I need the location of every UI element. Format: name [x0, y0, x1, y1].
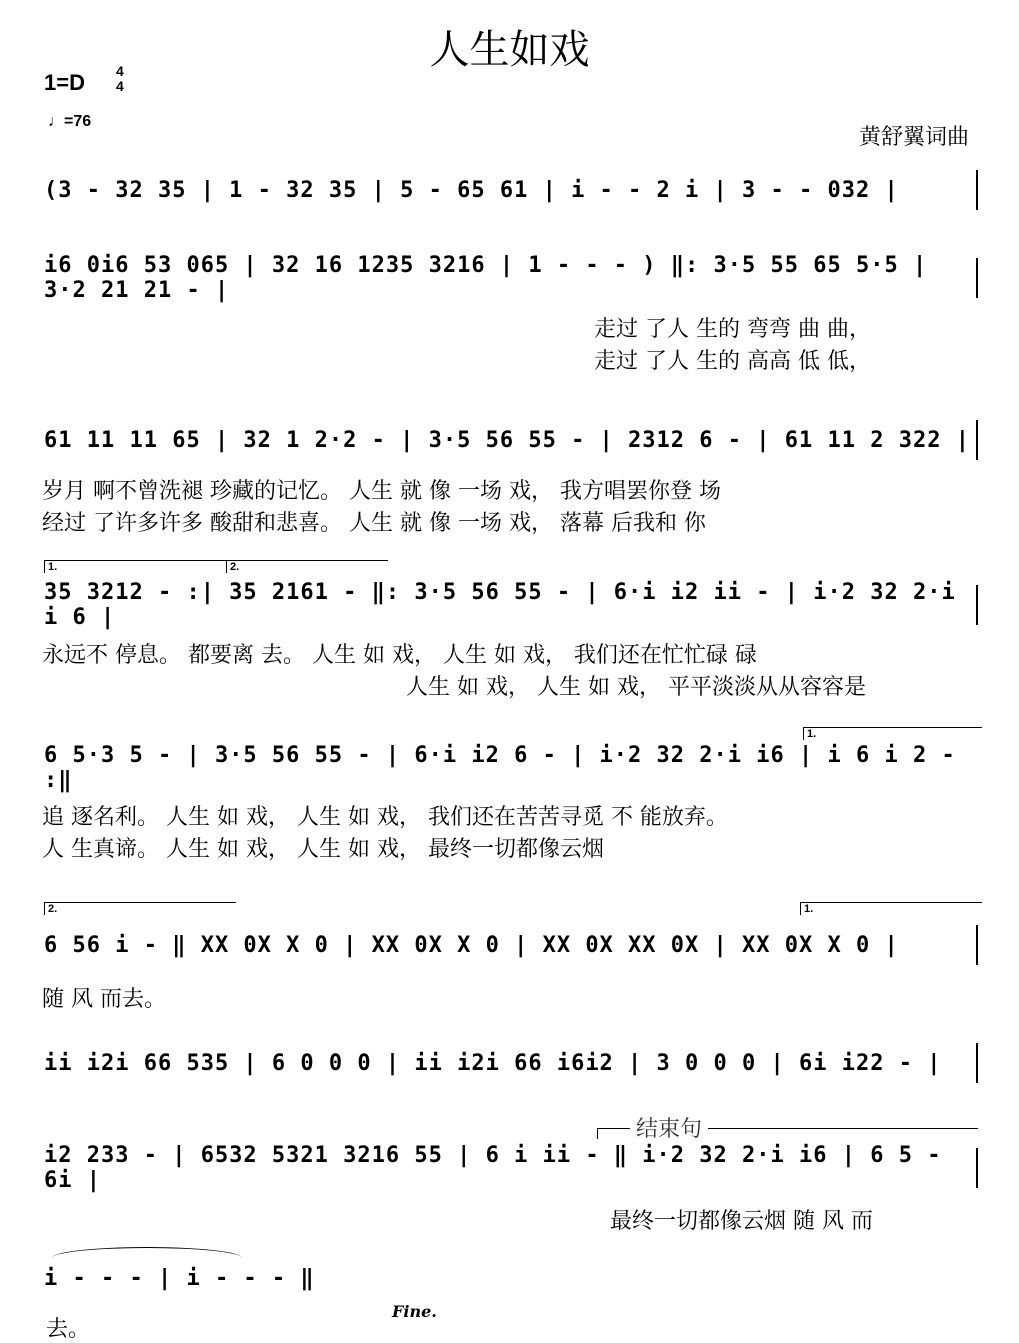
barline: [976, 420, 978, 460]
score-line-6: [0, 925, 1019, 965]
score-line-9: [0, 1258, 1019, 1298]
score-line-4: [0, 580, 1019, 630]
lyric-verse-1: 去。: [46, 1317, 91, 1342]
meter-top: 4: [116, 63, 124, 79]
barline: [976, 585, 978, 625]
notes-row: 6 56 i - ‖ XX 0X X 0 | XX 0X X 0 | XX 0X XX 0X | XX 0X X 0 |: [44, 932, 899, 958]
lyric-verse-2: 走过 了人 生的 高高 低 低，: [594, 349, 871, 374]
tempo-marking: ♩=76: [48, 113, 92, 130]
volta-first-ending: 1.: [800, 902, 982, 915]
notes-row: i6 0i6 53 065 | 32 16 1235 3216 | 1 - - - ) ‖: 3·5 55 65 5·5 | 3·2 21 21 - |: [44, 253, 928, 303]
notes-row: i - - - | i - - - ‖: [44, 1265, 315, 1291]
lyric-verse-1: 追 逐名利。 人生 如 戏， 人生 如 戏， 我们还在苦苦寻觅 不 能放弃。: [42, 805, 728, 830]
lyric-verse-1: 走过 了人 生的 弯弯 曲 曲，: [594, 317, 871, 342]
page-title: 人生如戏: [429, 27, 590, 73]
lyric-verse-2: 人生 如 戏， 人生 如 戏， 平平淡淡从从容容是: [406, 675, 866, 700]
key-signature: 1=D: [44, 70, 85, 95]
tie-slur: [52, 1247, 242, 1258]
volta-first-ending: 1.: [803, 727, 982, 740]
lyric-verse-2: 人 生真谛。 人生 如 戏， 人生 如 戏， 最终一切都像云烟: [42, 837, 604, 862]
barline: [976, 1043, 978, 1083]
notes-row: ii i2i 66 535 | 6 0 0 0 | ii i2i 66 i6i2 | 3 0 0 0 | 6i i22 - |: [44, 1050, 942, 1076]
score-line-2: [0, 253, 1019, 303]
lyric-verse-1: 岁月 啊不曾洗褪 珍藏的记忆。 人生 就 像 一场 戏， 我方唱罢你登 场: [42, 479, 721, 504]
meter-bottom: 4: [116, 78, 124, 94]
volta-first-ending: 1.: [44, 560, 388, 573]
barline: [976, 258, 978, 298]
lyric-verse-1: 最终一切都像云烟 随 风 而: [610, 1209, 873, 1234]
lyric-verse-2: 经过 了许多许多 酸甜和悲喜。 人生 就 像 一场 戏， 落幕 后我和 你: [42, 511, 706, 536]
lyric-verse-1: 随 风 而去。: [42, 987, 166, 1012]
score-line-5: [0, 743, 1019, 793]
volta-second-ending: 2.: [226, 560, 380, 573]
notes-row: i2 233 - | 6532 5321 3216 55 | 6 i ii - ‖ i·2 32 2·i i6 | 6 5 - 6i |: [44, 1143, 942, 1193]
fine-marking: Fine.: [392, 1302, 437, 1321]
notes-row: (3 - 32 35 | 1 - 32 35 | 5 - 65 61 | i - - 2 i | 3 - - 032 |: [44, 177, 899, 203]
notes-row: 35 3212 - :| 35 2161 - ‖: 3·5 56 55 - | 6·i i2 ii - | i·2 32 2·i i 6 |: [44, 580, 956, 630]
score-line-1: [0, 170, 1019, 210]
score-line-7: [0, 1043, 1019, 1083]
barline: [976, 170, 978, 210]
barline: [976, 1148, 978, 1188]
time-signature: [116, 64, 124, 94]
score-line-8: [0, 1143, 1019, 1193]
volta-second-ending: 2.: [44, 902, 236, 915]
notes-row: 61 11 11 65 | 32 1 2·2 - | 3·5 56 55 - | 2312 6 - | 61 11 2 322 |: [44, 427, 970, 453]
author-credit: 黄舒翼词曲: [858, 124, 969, 149]
score-line-3: [0, 420, 1019, 460]
ending-phrase-label: 结束句: [630, 1112, 708, 1143]
barline: [976, 925, 978, 965]
lyric-verse-1: 永远不 停息。 都要离 去。 人生 如 戏， 人生 如 戏， 我们还在忙忙碌 碌: [42, 643, 757, 668]
notes-row: 6 5·3 5 - | 3·5 56 55 - | 6·i i2 6 - | i·2 32 2·i i6 | i 6 i 2 - :‖: [44, 743, 956, 793]
